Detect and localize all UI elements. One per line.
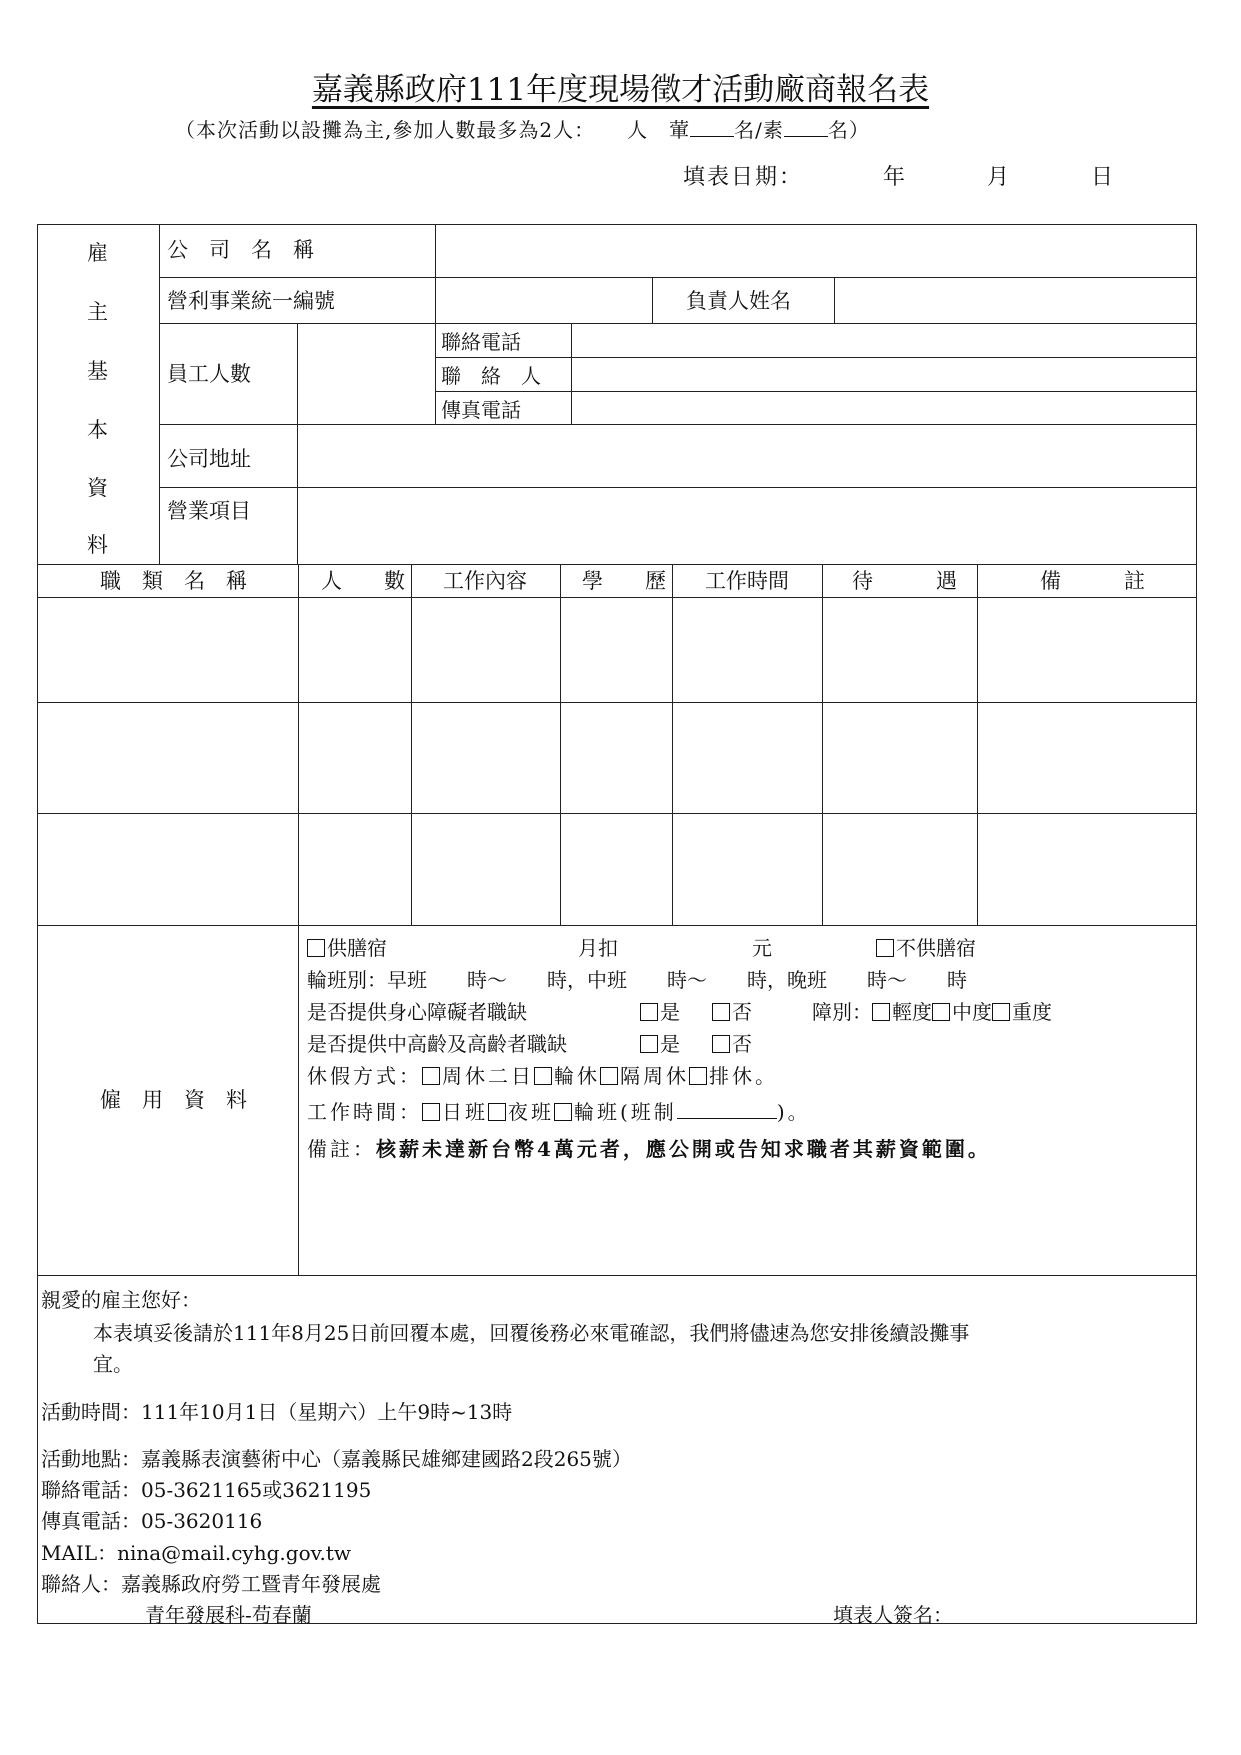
- section-label-5: 資: [87, 476, 108, 500]
- remark-line: 備註：核薪未達新台幣4萬元者，應公開或告知求職者其薪資範圍。: [307, 1137, 991, 1161]
- section-label-6: 料: [87, 533, 108, 557]
- business-field[interactable]: [298, 488, 1196, 564]
- salary-remark: 核薪未達新台幣4萬元者，應公開或告知求職者其薪資範圍。: [376, 1137, 991, 1161]
- senior-no-checkbox[interactable]: [712, 1035, 730, 1053]
- leave-rotate-checkbox[interactable]: [534, 1067, 552, 1085]
- night-shift-checkbox[interactable]: [488, 1103, 506, 1121]
- label-address: 公司地址: [167, 447, 251, 471]
- rotation-checkbox[interactable]: [554, 1103, 572, 1121]
- shift-line: 輪班別：早班 時～ 時，中班 時～ 時，晚班 時～ 時: [307, 968, 967, 992]
- contact-phone: 聯絡電話：05-3621165或3621195: [41, 1478, 372, 1502]
- disability-no: 否: [712, 996, 752, 1025]
- greeting: 親愛的雇主您好：: [41, 1288, 201, 1312]
- header-education: 學 歷: [582, 569, 666, 593]
- rotation-field[interactable]: [677, 1100, 777, 1119]
- form-subtitle: （本次活動以設攤為主,參加人數最多為2人： 人 葷 名/素 名）: [175, 118, 870, 142]
- label-contact: 聯 絡 人: [441, 364, 541, 388]
- header-hours: 工作時間: [705, 569, 789, 593]
- label-business: 營業項目: [167, 499, 251, 523]
- notice-body-1: 本表填妥後請於111年8月25日前回覆本處，回覆後務必來電確認，我們將儘速為您安排後續設攤事: [93, 1321, 970, 1345]
- header-job-title: 職 類 名 稱: [100, 569, 247, 593]
- leave-2day-checkbox[interactable]: [422, 1067, 440, 1085]
- phone-field[interactable]: [572, 324, 1196, 357]
- label-company-name: 公 司 名 稱: [167, 238, 314, 262]
- employees-field[interactable]: [298, 324, 435, 424]
- job-row[interactable]: [38, 598, 1196, 702]
- meals-no-checkbox[interactable]: [876, 939, 894, 957]
- header-pay: 待 遇: [852, 569, 957, 593]
- label-fax: 傳真電話: [441, 398, 521, 422]
- label-tax-id: 營利事業統一編號: [167, 289, 335, 313]
- event-place: 活動地點：嘉義縣表演藝術中心（嘉義縣民雄鄉建國路2段265號）: [41, 1447, 632, 1471]
- header-content: 工作內容: [443, 569, 527, 593]
- mild-checkbox[interactable]: [872, 1003, 890, 1021]
- label-phone: 聯絡電話: [441, 330, 521, 354]
- section-label-1: 雇: [87, 241, 108, 265]
- senior-question: 是否提供中高齡及高齡者職缺: [307, 1032, 567, 1056]
- disability-yes-checkbox[interactable]: [640, 1003, 658, 1021]
- notice-body-2: 宜。: [93, 1352, 133, 1376]
- disability-yes: 是: [640, 996, 680, 1025]
- leave-alt-checkbox[interactable]: [600, 1067, 618, 1085]
- header-note: 備 註: [1040, 569, 1145, 593]
- senior-no: 否: [712, 1028, 752, 1057]
- contact-mail[interactable]: MAIL：nina@mail.cyhg.gov.tw: [41, 1541, 352, 1565]
- address-field[interactable]: [298, 425, 1196, 487]
- senior-yes: 是: [640, 1028, 680, 1057]
- section-label-4: 本: [87, 418, 108, 442]
- contact-fax: 傳真電話：05-3620116: [41, 1509, 263, 1533]
- disability-question: 是否提供身心障礙者職缺: [307, 1000, 527, 1024]
- label-employment: 僱 用 資 料: [100, 1088, 247, 1112]
- senior-yes-checkbox[interactable]: [640, 1035, 658, 1053]
- meals-line: 供膳宿: [307, 932, 387, 961]
- label-employees: 員工人數: [167, 362, 251, 386]
- signature-field[interactable]: [980, 1590, 1190, 1620]
- tax-id-field[interactable]: [436, 278, 652, 323]
- company-name-field[interactable]: [436, 225, 1196, 277]
- header-count: 人 數: [321, 569, 405, 593]
- leave-sched-checkbox[interactable]: [689, 1067, 707, 1085]
- meals-no-option: 不供膳宿: [876, 932, 976, 961]
- contact-person-1: 聯絡人：嘉義縣政府勞工暨青年發展處: [41, 1572, 381, 1596]
- monthly-deduct-label: 月扣: [578, 936, 618, 960]
- meals-yes-checkbox[interactable]: [307, 939, 325, 957]
- label-owner-name: 負責人姓名: [686, 289, 791, 313]
- disability-no-checkbox[interactable]: [712, 1003, 730, 1021]
- signature-label: 填表人簽名：: [833, 1603, 953, 1627]
- event-time: 活動時間：111年10月1日（星期六）上午9時~13時: [41, 1400, 513, 1424]
- job-row[interactable]: [38, 814, 1196, 925]
- owner-name-field[interactable]: [835, 278, 1196, 323]
- contact-person-2: 青年發展科-苟春蘭: [145, 1603, 312, 1627]
- worktime-line: 工作時間： 日班 夜班 輪班(班制 )。: [307, 1100, 811, 1124]
- leave-line: 休假方式： 周休二日 輪休 隔周休 排休。: [307, 1064, 778, 1088]
- fill-date: 填表日期： 年 月 日: [683, 165, 1116, 190]
- moderate-checkbox[interactable]: [932, 1003, 950, 1021]
- severe-checkbox[interactable]: [992, 1003, 1010, 1021]
- contact-field[interactable]: [572, 358, 1196, 391]
- fax-field[interactable]: [572, 392, 1196, 424]
- job-row[interactable]: [38, 703, 1196, 813]
- day-shift-checkbox[interactable]: [422, 1103, 440, 1121]
- disability-type: 障別： 輕度 中度 重度: [812, 1000, 1052, 1024]
- section-label-2: 主: [87, 300, 108, 324]
- section-label-3: 基: [87, 359, 108, 383]
- form-title: 嘉義縣政府111年度現場徵才活動廠商報名表: [311, 72, 930, 108]
- yuan-label: 元: [752, 936, 772, 960]
